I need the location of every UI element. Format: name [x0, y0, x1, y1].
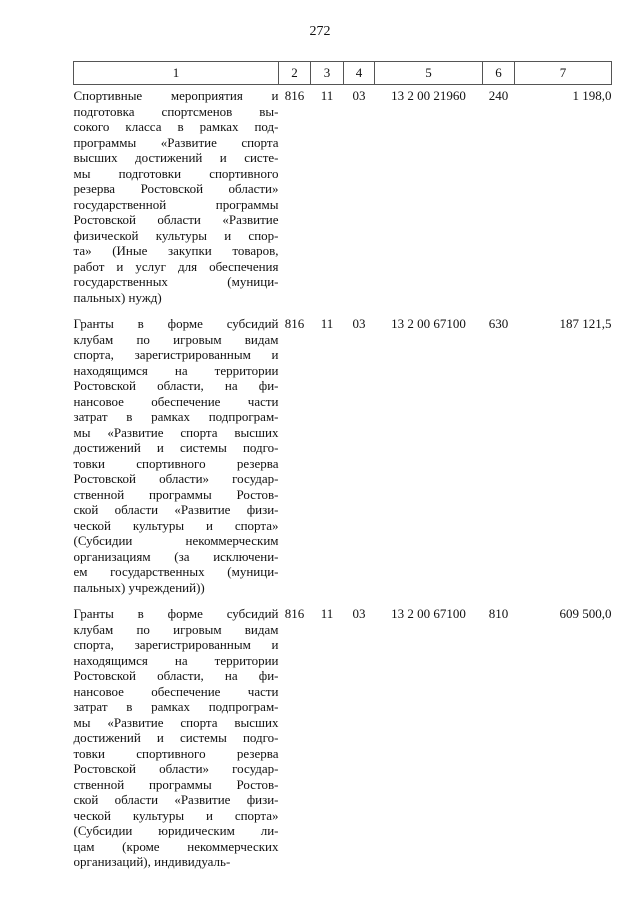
description-line: нансовое обеспечение части	[73, 393, 279, 409]
cell-subsection: 03	[352, 316, 366, 331]
cell-subsection: 03	[352, 606, 366, 621]
budget-table	[73, 61, 612, 870]
cell-description	[74, 85, 279, 306]
cell-target-article: 13 2 00 21960	[391, 88, 466, 103]
description-line: Гранты в форме субсидий	[73, 606, 279, 621]
column-header-2: 2	[279, 62, 311, 85]
cell-expense-type: 240	[488, 88, 509, 103]
table-row	[74, 85, 612, 306]
header-row	[74, 62, 612, 85]
cell-expense-type: 630	[488, 316, 509, 331]
description-line: мы «Развитие спорта высших	[73, 424, 279, 440]
description-line: затрат в рамках подпрограм-	[73, 409, 279, 424]
description-line: Ростовской области, на фи-	[73, 668, 279, 683]
description-line: ской области «Развитие физи-	[73, 792, 279, 807]
description-line: программы «Развитие спорта	[73, 134, 279, 150]
column-header-7: 7	[515, 62, 612, 85]
description-line: Ростовской области» государ-	[73, 761, 279, 776]
description-line: цам (кроме некоммерческих	[73, 838, 279, 854]
description-line: физической культуры и спор-	[73, 227, 279, 243]
description-line: ственной программы Ростов-	[73, 486, 279, 502]
cell-amount: 1 198,0	[572, 88, 612, 103]
row-separator	[74, 305, 612, 313]
row-separator-cell	[74, 305, 612, 313]
cell-section: 11	[320, 316, 334, 331]
cell-target-article: 13 2 00 67100	[391, 316, 466, 331]
description-line: клубам по игровым видам	[73, 621, 279, 637]
description-line: организациям (за исключени-	[73, 548, 279, 564]
page-number: 272	[309, 24, 331, 39]
description-line: работ и услуг для обеспечения	[73, 258, 279, 274]
table-row	[74, 313, 612, 595]
description-line: та» (Иные закупки товаров,	[73, 243, 279, 258]
table-row	[74, 603, 612, 870]
cell-section: 11	[320, 88, 334, 103]
column-header-5: 5	[375, 62, 483, 85]
column-header-4: 4	[344, 62, 375, 85]
cell-ministry-code: 816	[284, 316, 305, 331]
description-line: государственной программы	[73, 196, 279, 212]
description-line: ской области «Развитие физи-	[73, 502, 279, 517]
description-line: государственных (муници-	[73, 274, 279, 289]
description-line: пальных) нужд)	[73, 289, 162, 305]
description-line: организаций), индивидуаль-	[73, 854, 231, 869]
cell-ministry-code: 816	[284, 88, 305, 103]
description-line: Спортивные мероприятия и	[73, 88, 279, 103]
cell-expense-type: 810	[488, 606, 509, 621]
description-line: Ростовской области, на фи-	[73, 378, 279, 393]
description-line: (Субсидии некоммерческим	[73, 533, 279, 548]
description-line: резерва Ростовской области»	[73, 181, 279, 196]
description-line: Ростовской области» государ-	[73, 471, 279, 486]
description-line: нансовое обеспечение части	[73, 683, 279, 699]
description-line: ем государственных (муници-	[73, 564, 279, 579]
row-separator-cell	[74, 595, 612, 603]
cell-target-article: 13 2 00 67100	[391, 606, 466, 621]
cell-amount: 187 121,5	[559, 316, 612, 331]
cell-section: 11	[320, 606, 334, 621]
cell-amount: 609 500,0	[559, 606, 612, 621]
column-header-6: 6	[483, 62, 515, 85]
description-line: Гранты в форме субсидий	[73, 316, 279, 331]
description-line: достижений и системы подго-	[73, 440, 279, 455]
description-line: клубам по игровым видам	[73, 331, 279, 347]
description-line: находящимся на территории	[73, 652, 279, 668]
table-body	[74, 85, 612, 870]
description-line: высших достижений и систе-	[73, 150, 279, 165]
description-line: товки спортивного резерва	[73, 455, 279, 471]
description-line: достижений и системы подго-	[73, 730, 279, 745]
column-header-3: 3	[311, 62, 344, 85]
description-line: затрат в рамках подпрограм-	[73, 699, 279, 714]
description-line: ческой культуры и спорта»	[73, 807, 279, 823]
description-line: мы «Развитие спорта высших	[73, 714, 279, 730]
description-line: находящимся на территории	[73, 362, 279, 378]
description-line: сокого класса в рамках под-	[73, 119, 279, 134]
description-line: ческой культуры и спорта»	[73, 517, 279, 533]
column-header-1: 1	[74, 62, 279, 85]
row-separator	[74, 595, 612, 603]
description-line: подготовка спортсменов вы-	[73, 103, 279, 119]
description-line: товки спортивного резерва	[73, 745, 279, 761]
description-line: ственной программы Ростов-	[73, 776, 279, 792]
description-line: (Субсидии юридическим ли-	[73, 823, 279, 838]
cell-description	[74, 313, 279, 595]
cell-ministry-code: 816	[284, 606, 305, 621]
cell-description	[74, 603, 279, 870]
description-line: мы подготовки спортивного	[73, 165, 279, 181]
description-line: пальных) учреждений))	[73, 579, 205, 595]
cell-subsection: 03	[352, 88, 366, 103]
description-line: спорта, зарегистрированным и	[73, 347, 279, 362]
description-line: спорта, зарегистрированным и	[73, 637, 279, 652]
description-line: Ростовской области «Развитие	[73, 212, 279, 227]
